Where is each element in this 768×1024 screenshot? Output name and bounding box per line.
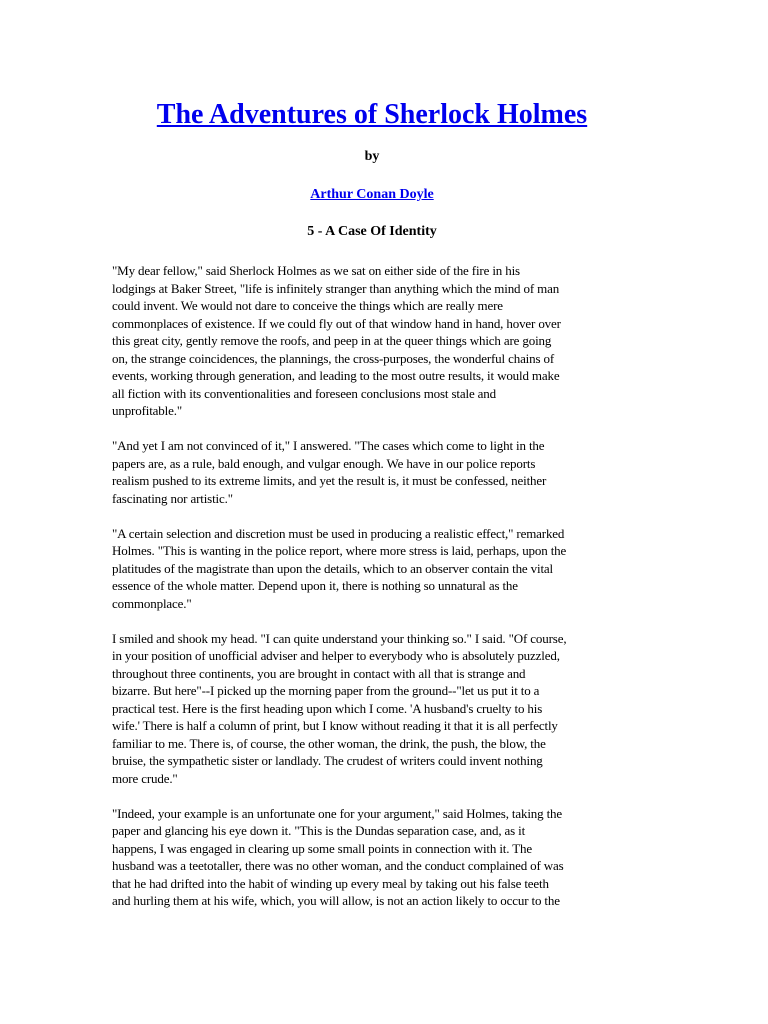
paragraph-3: "A certain selection and discretion must be used in producing a realistic effect," remarked Holmes. "This is wanting in the police report, where more stress is laid, perhaps, upon the platitudes of the magistrate than upon the details, which to an observer contain the vital essence of the whole matter. Depend upon it, there is nothing so unnatural as the commonplace.": [112, 525, 567, 611]
paragraph-1: "My dear fellow," said Sherlock Holmes as we sat on either side of the fire in his lodgings at Baker Street, "life is infinitely stranger than anything which the mind of man could invent. We would not dare to conceive the things which are really mere commonplaces of existence. If we could fly out of that window hand in hand, hover over this great city, gently remove the roofs, and peep in at the queer things which are going on, the strange coincidences, the plannings, the cross-purposes, the wonderful chains of events, working through generation, and leading to the most outre results, it would make all fiction with its conventionalities and foreseen conclusions most stale and unprofitable.": [112, 263, 561, 418]
byline: by: [364, 149, 380, 164]
paragraph-4: I smiled and shook my head. "I can quite understand your thinking so." I said. "Of course, in your position of unofficial adviser and helper to everybody who is absolutely puzzled, throughout three continents, you are brought in contact with all that is strange and bizarre. But here"--I picked up the morning paper from the ground--"let us put it to a practical test. Here is the first heading upon which I come. 'A husband's cruelty to his wife.' There is half a column of print, but I know without reading it that it is all perfectly familiar to me. There is, of course, the other woman, the drink, the push, the blow, the bruise, the sympathetic sister or landlady. The crudest of writers could invent nothing more crude.": [112, 630, 567, 786]
title-heading: [112, 94, 632, 134]
title-link[interactable]: The Adventures of Sherlock Holmes: [156, 99, 588, 130]
paragraph-5: "Indeed, your example is an unfortunate one for your argument," said Holmes, taking the paper and glancing his eye down it. "This is the Dundas separation case, and, as it happens, I was engaged in clearing up some small points in connection with it. The husband was a teetotaller, there was no other woman, and the conduct complained of was that he had drifted into the habit of winding up every meal by taking out his false teeth and hurling them at his wife, which, you will allow, is not an action likely to occur to the: [112, 805, 564, 908]
paragraph-2: "And yet I am not convinced of it," I answered. "The cases which come to light in the papers are, as a rule, bald enough, and vulgar enough. We have in our police reports realism pushed to its extreme limits, and yet the result is, it must be confessed, neither fascinating nor artistic.": [112, 438, 547, 506]
story-body: [112, 262, 632, 910]
author-line: [112, 185, 632, 203]
chapter-heading: 5 - A Case Of Identity: [307, 224, 437, 239]
author-link[interactable]: Arthur Conan Doyle: [310, 187, 434, 202]
